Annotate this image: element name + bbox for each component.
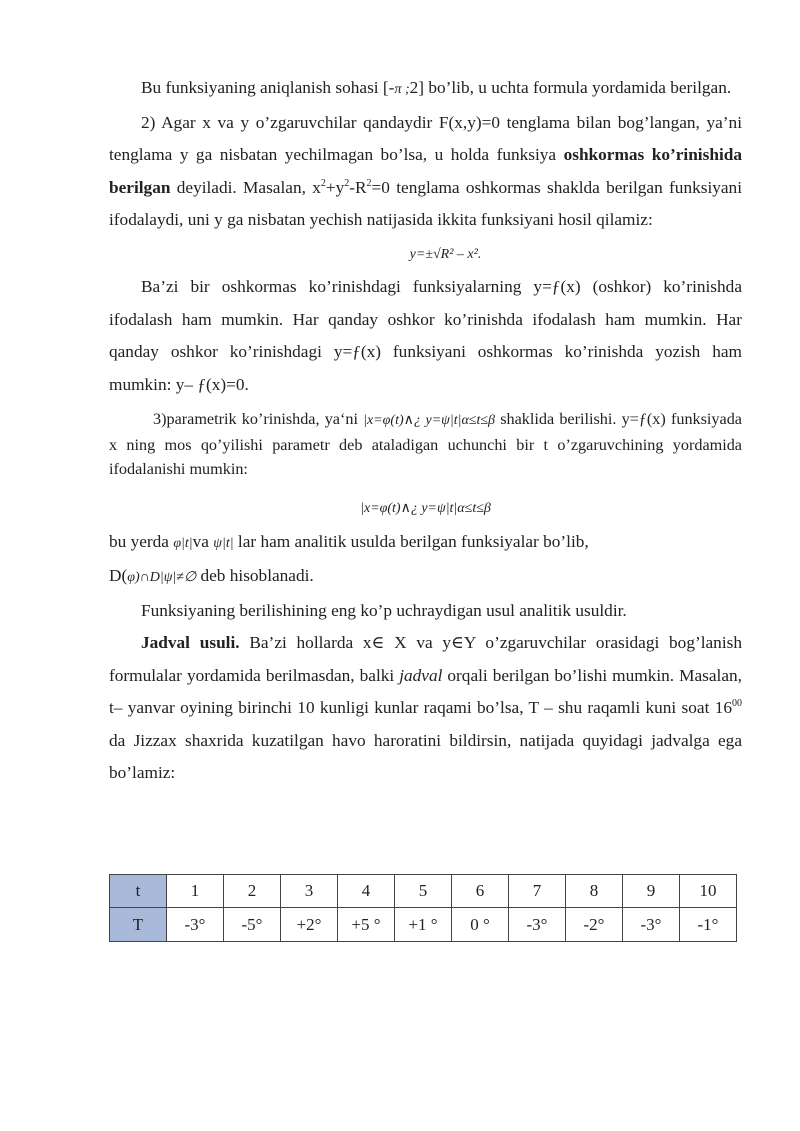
paragraph-explicit: Ba’zi bir oshkormas ko’rinishdagi funksiyalarning y=ƒ(x) (oshkor) ko’rinishda ifodalash ham mumkin. Har qanday oshkor ko’rinishda ifodalash ham mumkin. Har qanday oshkor ko’rinishdagi y=ƒ(x) funksiyani oshkormas ko’rinishda yozish ham mumkin: y– ƒ(x)=0. xyxy=(109,277,742,394)
table-cell: -5° xyxy=(224,908,281,942)
italic-term: jadval xyxy=(399,665,443,685)
text: =0 tenglama oshkormas shaklda berilgan funksiyani ifodalaydi, uni y ga nisbatan yechish natijasida ikkita funksiyani hosil qilamiz: xyxy=(109,177,743,229)
table-header-cell: t xyxy=(110,875,167,908)
math-psi: ψ|t| xyxy=(213,535,234,551)
table-row xyxy=(110,875,737,908)
text: 3)parametrik ko’rinishda, ya‘ni xyxy=(153,410,364,428)
text: va xyxy=(192,531,214,551)
superscript: 2 xyxy=(344,177,350,189)
superscript: 2 xyxy=(320,177,326,189)
text: lar ham analitik usulda berilgan funksiyalar bo’lib, xyxy=(233,531,589,551)
table-cell: +5 ° xyxy=(338,908,395,942)
table-cell: 9 xyxy=(623,875,680,908)
table-cell: +2° xyxy=(281,908,338,942)
text: 2] bo’lib, u uchta formula yordamida berilgan. xyxy=(409,78,732,97)
table-cell: +1 ° xyxy=(395,908,452,942)
text: orqali berilgan bo’lishi mumkin. Masalan, t– yanvar oyining birinchi 10 kunligi kunlar raqami bo’lsa, T – shu raqamli kuni soat 16 xyxy=(109,665,742,717)
superscript: 2 xyxy=(366,177,372,189)
table-row xyxy=(110,908,737,942)
paragraph-where xyxy=(109,526,742,561)
table-cell: 3 xyxy=(281,875,338,908)
text: deb hisoblanadi. xyxy=(196,566,314,585)
text: Ba’zi hollarda x∈ X va y∈Y o’zgaruvchilar orasidagi bog’lanish formulalar yordamida berilmasdan, balki xyxy=(109,633,742,685)
text: deyiladi. Masalan, x xyxy=(170,177,321,197)
formula-inline: |x=φ(t)∧¿ y=ψ|t|α≤t≤β xyxy=(363,413,496,428)
text: -R xyxy=(349,177,367,197)
text: +y xyxy=(325,177,345,197)
table-cell: 1 xyxy=(167,875,224,908)
text: Bu funksiyaning aniqlanish sohasi [- xyxy=(141,78,395,97)
bold-heading: Jadval usuli. xyxy=(141,633,240,652)
text: D( xyxy=(109,566,128,585)
table-cell: 10 xyxy=(680,875,737,908)
formula: |x=φ(t)∧¿ y=ψ|t|α≤t≤β xyxy=(360,501,491,516)
bold-term: oshkormas ko’rinishida berilgan xyxy=(109,145,742,197)
text: 2) Agar x va y o’zgaruvchilar qandaydir F(x,y)=0 tenglama bilan bog’langan, ya’ni tenglama y ga nisbatan yechilmagan bo’lsa, u holda funksiya xyxy=(109,112,742,164)
document-body xyxy=(109,72,742,790)
text: da Jizzax shaxrida kuzatilgan havo haroratini bildirsin, natijada quyidagi jadvalga ega bo’lamiz: xyxy=(109,730,742,782)
formula-circle xyxy=(109,237,742,272)
math-phi: φ|t| xyxy=(173,535,193,551)
math-intersection: φ)∩D|ψ|≠∅ xyxy=(127,570,197,585)
table-cell: -3° xyxy=(509,908,566,942)
table-cell: -3° xyxy=(167,908,224,942)
table-cell: -1° xyxy=(680,908,737,942)
paragraph-analytic: Funksiyaning berilishining eng ko’p uchraydigan usul analitik usuldir. xyxy=(141,600,627,620)
table-cell: 8 xyxy=(566,875,623,908)
table-cell: 0 ° xyxy=(452,908,509,942)
table-header-cell: T xyxy=(110,908,167,942)
paragraph-domain xyxy=(109,72,742,107)
paragraph-table-method xyxy=(109,627,742,790)
formula: y=±√R² – x². xyxy=(409,246,482,262)
paragraph-domain-intersection xyxy=(109,560,742,595)
table-cell: 2 xyxy=(224,875,281,908)
table-cell: 6 xyxy=(452,875,509,908)
table-cell: 7 xyxy=(509,875,566,908)
math-pi: π ; xyxy=(394,82,410,97)
table-cell: -3° xyxy=(623,908,680,942)
table-cell: 5 xyxy=(395,875,452,908)
temperature-table xyxy=(109,874,737,942)
superscript: 00 xyxy=(732,698,742,710)
table-cell: 4 xyxy=(338,875,395,908)
text: bu yerda xyxy=(109,531,174,551)
table-cell: -2° xyxy=(566,908,623,942)
paragraph-implicit xyxy=(109,107,742,237)
formula-parametric xyxy=(109,491,742,526)
text: shaklida berilishi. y=ƒ(x) funksiyada x ning mos qo’yilishi parametr deb ataladigan uchunchi bir t o’zgaruvchining yordamida ifodalanishi mumkin: xyxy=(109,410,742,478)
paragraph-parametric xyxy=(109,407,742,481)
